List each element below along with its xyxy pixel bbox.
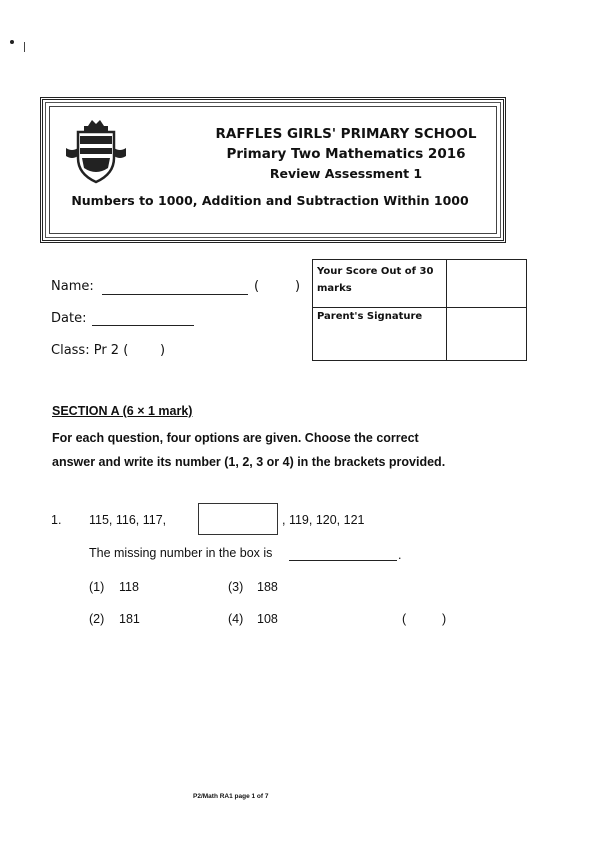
subject-title: Primary Two Mathematics 2016 <box>226 146 466 162</box>
class-label: Class: Pr 2 ( <box>51 343 129 358</box>
answer-bracket-close: ) <box>442 612 447 626</box>
question-number: 1. <box>51 513 62 527</box>
class-paren-close: ) <box>160 343 166 358</box>
score-field[interactable] <box>447 260 527 308</box>
option-1-number: (1) <box>89 580 105 594</box>
signature-label: Parent's Signature <box>313 308 447 361</box>
name-label: Name: <box>51 279 94 294</box>
date-label: Date: <box>51 311 87 326</box>
signature-field[interactable] <box>447 308 527 361</box>
sequence-after: , 119, 120, 121 <box>282 513 365 527</box>
option-2-value: 181 <box>119 612 140 626</box>
option-4-number: (4) <box>228 612 244 626</box>
instructions-line-2: answer and write its number (1, 2, 3 or 4) in the brackets provided. <box>52 455 446 469</box>
prompt-blank <box>289 546 397 561</box>
index-paren-open: ( <box>254 279 260 294</box>
option-4-value: 108 <box>257 612 278 626</box>
missing-number-box[interactable] <box>198 503 278 535</box>
option-1-value: 118 <box>119 580 139 594</box>
prompt-end: . <box>398 548 402 562</box>
date-field[interactable] <box>92 311 194 326</box>
answer-bracket-field[interactable] <box>410 610 440 628</box>
sequence-before: 115, 116, 117, <box>89 513 167 527</box>
option-3-number: (3) <box>228 580 244 594</box>
score-label: Your Score Out of 30 marks <box>313 260 447 308</box>
option-3-value: 188 <box>257 580 278 594</box>
name-field[interactable] <box>102 280 248 295</box>
question-prompt: The missing number in the box is <box>89 546 273 560</box>
section-title: SECTION A (6 × 1 mark) <box>52 404 193 418</box>
score-table <box>312 259 527 361</box>
assessment-title: Review Assessment 1 <box>269 166 423 181</box>
page-footer: P2/Math RA1 page 1 of 7 <box>193 793 269 800</box>
instructions-line-1: For each question, four options are given. Choose the correct <box>52 431 419 445</box>
answer-bracket-open: ( <box>402 612 407 626</box>
option-2-number: (2) <box>89 612 105 626</box>
index-paren-close: ) <box>295 279 301 294</box>
scan-mark <box>24 42 25 52</box>
scan-mark <box>10 40 14 44</box>
topic-title: Numbers to 1000, Addition and Subtraction Within 1000 <box>71 193 469 208</box>
school-name: RAFFLES GIRLS' PRIMARY SCHOOL <box>215 126 477 142</box>
